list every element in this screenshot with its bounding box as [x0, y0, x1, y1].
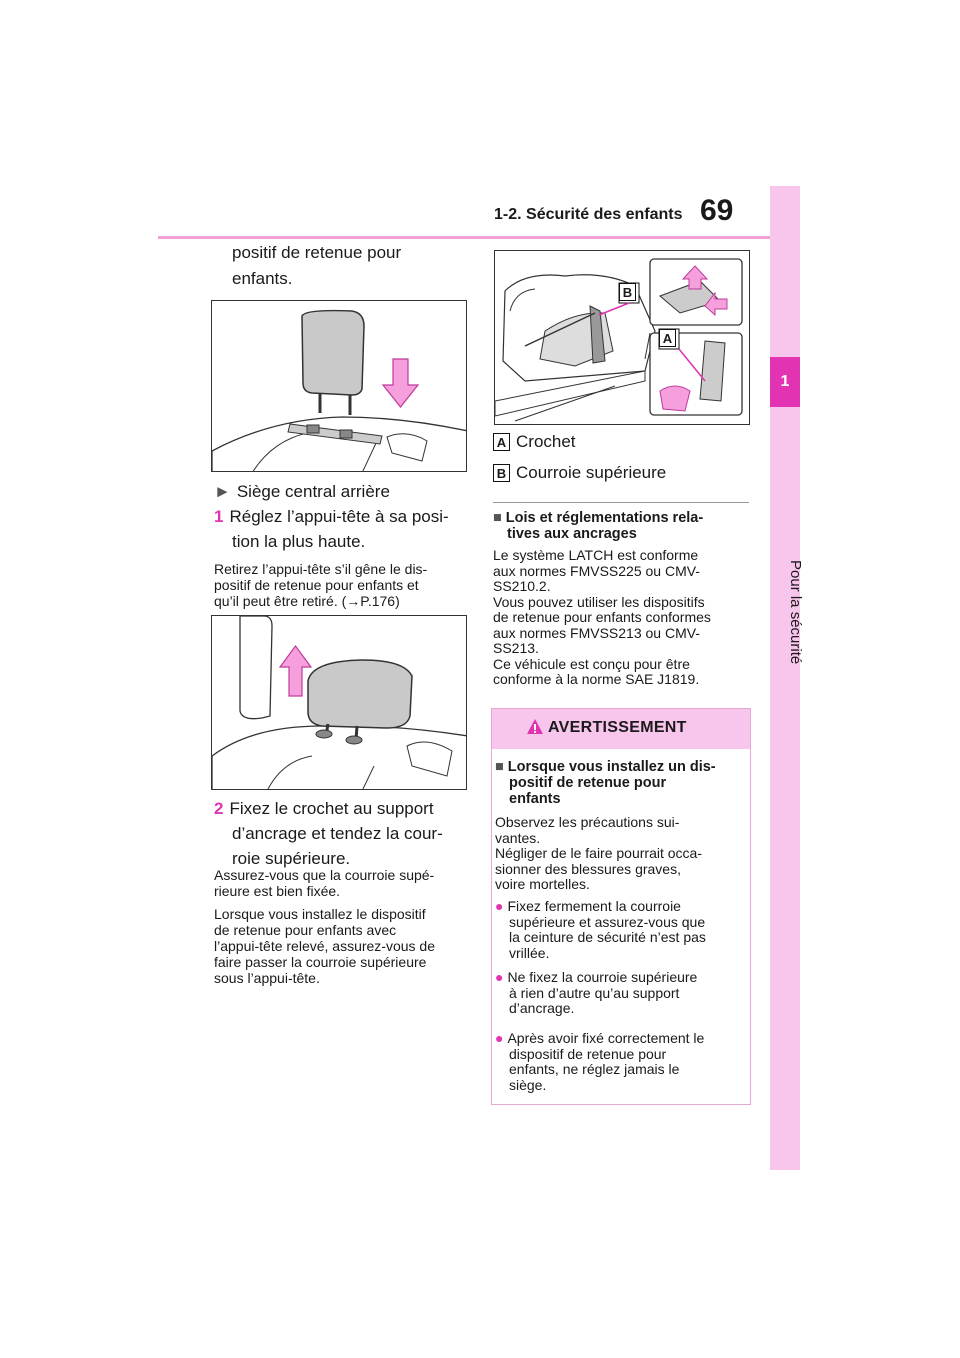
warning-item-1: ● Fixez fermement la courroie supérieure et assurez-vous que la ceinture de sécurité n’est pas vrillée. [495, 898, 706, 961]
square-bullet-icon: ■ [493, 510, 502, 526]
legend-label-b: Courroie supérieure [516, 463, 667, 482]
warning-box [491, 708, 751, 1105]
dot-bullet-icon: ● [495, 1030, 504, 1046]
chapter-number: 1 [770, 357, 800, 407]
step-2-number: 2 [214, 799, 224, 818]
warning-title: AVERTISSEMENT [548, 719, 687, 736]
warning-item-2: ● Ne fixez la courroie supérieure à rien d’autre qu’au support d’ancrage. [495, 969, 698, 1016]
callout-a: A [659, 329, 676, 347]
legend-key-a: A [493, 433, 510, 451]
headrest-lower-illustration [211, 300, 467, 472]
step-2-note-1: Assurez-vous que la courroie supé- rieure est bien fixée. [214, 867, 435, 899]
warning-intro: Observez les précautions sui- vantes. Négliger de le faire pourrait occa- sionner des blessures graves, voire mortelles. [495, 814, 702, 892]
legend-label-a: Crochet [516, 432, 576, 451]
step-1: 1 Réglez l’appui-tête à sa posi- tion la plus haute. [214, 507, 449, 551]
callout-b: B [619, 283, 636, 301]
dot-bullet-icon: ● [495, 898, 504, 914]
chapter-title: Pour la sécurité [787, 560, 804, 665]
subsection-label: ► Siège central arrière [214, 482, 390, 501]
laws-heading: ■ Lois et réglementations rela- tives aux ancrages [493, 510, 704, 542]
header-rule [158, 236, 770, 239]
dot-bullet-icon: ● [495, 969, 504, 985]
continuation-text: positif de retenue pour enfants. [232, 243, 402, 288]
laws-body: Le système LATCH est conforme aux normes FMVSS225 ou CMV- SS210.2. Vous pouvez utiliser les dispositifs de retenue pour enfants conformes aux normes FMVSS213 ou CMV- SS213. Ce véhicule est conçu pour être conforme à la norme SAE J1819. [493, 547, 711, 687]
warning-header [492, 709, 750, 749]
headrest-raise-illustration [211, 615, 467, 790]
step-1-note: Retirez l’appui-tête s’il gêne le dis- positif de retenue pour enfants et qu’il peut être retiré. (→P.176) [214, 561, 428, 609]
page-number: 69 [700, 194, 734, 227]
warning-item-3: ● Après avoir fixé correctement le dispositif de retenue pour enfants, ne réglez jamais le siège. [495, 1030, 705, 1093]
step-2: 2 Fixez le crochet au support d’ancrage et tendez la cour- roie supérieure. [214, 799, 443, 868]
step-1-number: 1 [214, 507, 224, 526]
chapter-side-tab [770, 186, 800, 1170]
step-2-note-2: Lorsque vous installez le dispositif de retenue pour enfants avec l’appui-tête relevé, assurez-vous de faire passer la courroie supérieure sous l’appui-tête. [214, 906, 436, 986]
legend-key-b: B [493, 464, 510, 482]
triangle-icon: ► [214, 482, 231, 501]
section-title: 1-2. Sécurité des enfants [494, 206, 683, 223]
square-bullet-icon: ■ [495, 759, 504, 775]
section-divider [493, 502, 749, 503]
warning-heading: ■ Lorsque vous installez un dis- positif de retenue pour enfants [495, 759, 716, 807]
tether-strap-illustration [494, 250, 750, 425]
warning-triangle-icon [526, 718, 544, 736]
